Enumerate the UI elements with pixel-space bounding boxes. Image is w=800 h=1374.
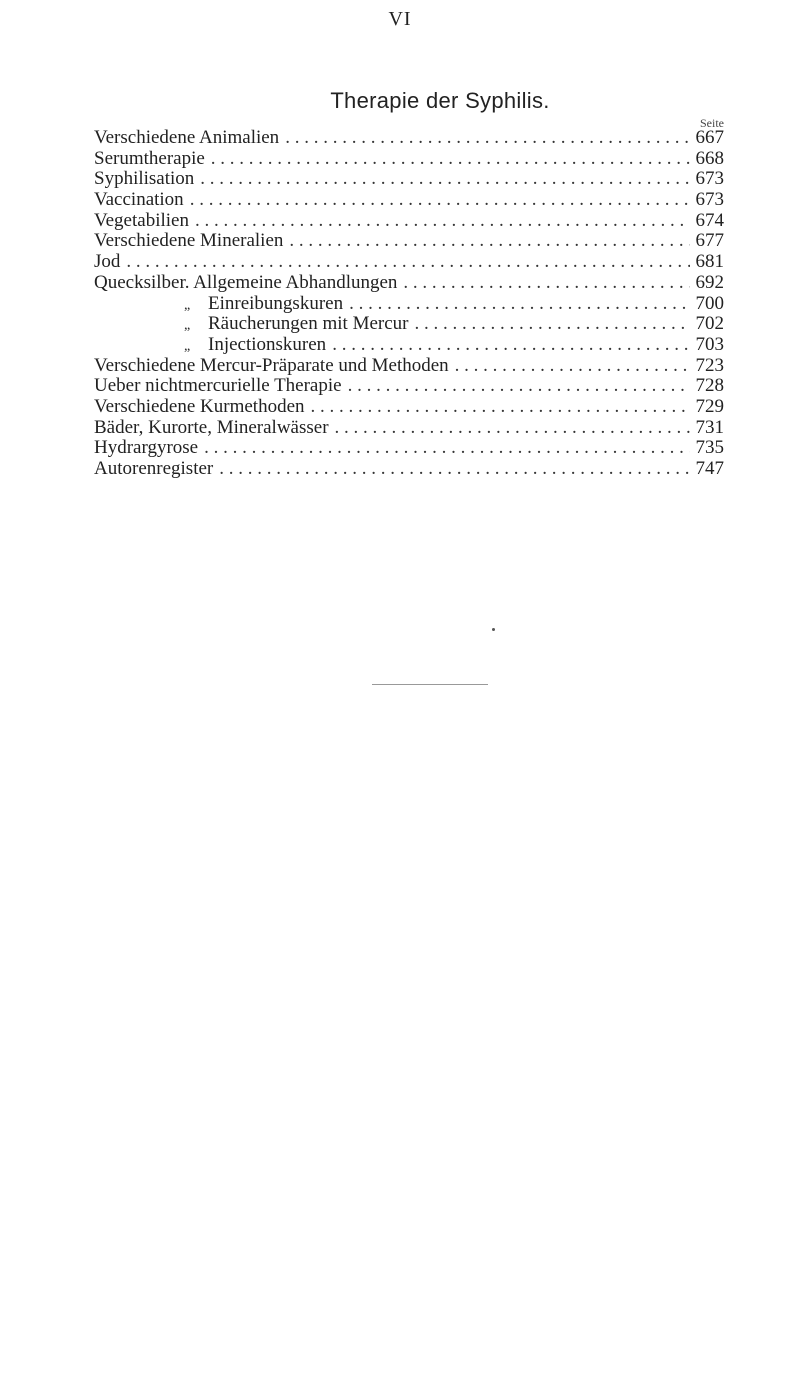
toc-entry-title: Syphilisation — [94, 169, 195, 190]
ditto-mark: „ — [184, 338, 191, 354]
toc-entry — [94, 211, 724, 232]
toc-entry-title: Hydrargyrose — [94, 438, 199, 459]
toc-entry-title: Verschiedene Mineralien — [94, 231, 284, 252]
toc-entry-page: 731 — [695, 417, 724, 438]
toc-subentry — [94, 335, 724, 356]
toc-entry-page: 673 — [695, 190, 724, 211]
toc-entry-title: Jod — [94, 252, 121, 273]
dot-leader — [342, 376, 690, 397]
toc-entry-title: Quecksilber. Allgemeine Abhandlungen — [94, 272, 398, 293]
dot-leader — [329, 418, 690, 439]
toc-entry — [94, 376, 724, 397]
dot-leader — [343, 294, 690, 315]
toc-entry — [94, 149, 724, 170]
toc-subentry-lead — [94, 314, 408, 335]
dot-leader — [408, 314, 690, 335]
toc-entry-title: Einreibungskuren — [208, 293, 344, 314]
toc-entry-page: 677 — [695, 231, 724, 252]
toc-entry-page: 702 — [695, 314, 724, 335]
dot-leader — [184, 190, 690, 211]
toc-entry — [94, 231, 724, 252]
toc-entry-title: Serumtherapie — [94, 148, 205, 169]
section-title: Therapie der Syphilis. — [330, 88, 550, 113]
toc-entry-title: Bäder, Kurorte, Mineralwässer — [94, 417, 329, 438]
dot-leader — [326, 335, 690, 356]
toc-entry — [94, 252, 724, 273]
toc-entry-page: 667 — [695, 128, 724, 148]
page-number: VI — [388, 8, 412, 30]
toc-subentry-lead — [94, 294, 343, 315]
toc-entry-page: 700 — [695, 293, 724, 314]
ditto-mark: „ — [184, 297, 191, 313]
toc-entry-page: 723 — [695, 355, 724, 376]
toc-entry — [94, 459, 724, 480]
toc-entry-title: Ueber nichtmercurielle Therapie — [94, 376, 342, 397]
print-speck — [492, 628, 495, 631]
dot-leader — [449, 356, 690, 377]
toc-entry-page: 681 — [695, 252, 724, 273]
toc-entry — [94, 397, 724, 418]
toc-entry-page: 668 — [695, 148, 724, 169]
dot-leader — [283, 231, 690, 252]
ditto-mark: „ — [184, 318, 191, 334]
page-column-header: Seite — [700, 116, 724, 130]
toc-entry-title: Autorenregister — [94, 459, 214, 479]
toc-entry-page: 673 — [695, 169, 724, 190]
toc-entry-title: Injectionskuren — [208, 334, 327, 355]
toc-entry — [94, 190, 724, 211]
toc-entry — [94, 438, 724, 459]
dot-leader — [305, 397, 690, 418]
table-of-contents — [94, 128, 724, 480]
toc-entry — [94, 169, 724, 190]
toc-subentry — [94, 294, 724, 315]
toc-entry — [94, 418, 724, 439]
toc-subentry — [94, 314, 724, 335]
dot-leader — [194, 169, 690, 190]
dot-leader — [397, 273, 690, 294]
toc-entry — [94, 356, 724, 377]
toc-entry-page: 728 — [695, 376, 724, 397]
dot-leader — [205, 149, 690, 170]
toc-entry-page: 729 — [695, 396, 724, 417]
section-end-rule — [372, 684, 488, 685]
toc-entry-title: Vaccination — [94, 190, 184, 211]
dot-leader — [279, 128, 690, 149]
toc-entry — [94, 128, 724, 149]
toc-entry-title: Räucherungen mit Mercur — [208, 314, 409, 335]
toc-entry-title: Verschiedene Kurmethoden — [94, 396, 305, 417]
toc-entry-title: Verschiedene Animalien — [94, 128, 280, 148]
dot-leader — [189, 211, 690, 232]
toc-entry-page: 735 — [695, 438, 724, 459]
dot-leader — [213, 459, 690, 480]
dot-leader — [120, 252, 690, 273]
toc-entry-page: 747 — [695, 459, 724, 479]
toc-entry-page: 674 — [695, 210, 724, 231]
toc-entry — [94, 273, 724, 294]
toc-subentry-lead — [94, 335, 326, 356]
dot-leader — [198, 438, 690, 459]
toc-entry-page: 692 — [695, 272, 724, 293]
toc-entry-title: Vegetabilien — [94, 210, 189, 231]
toc-entry-title: Verschiedene Mercur-Präparate und Methoden — [94, 355, 449, 376]
toc-entry-page: 703 — [695, 334, 724, 355]
